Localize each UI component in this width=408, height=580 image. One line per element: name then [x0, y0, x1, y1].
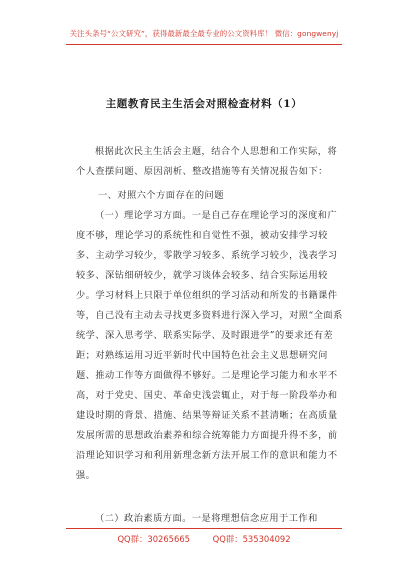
- header-note: 关注头条号“公文研究”，获得最新最全最专业的公文资料库！ 微信：gongwenyj: [69, 29, 339, 38]
- section-heading: 一、对照六个方面存在的问题: [98, 190, 224, 201]
- footer: [0, 533, 408, 545]
- qq-group-2: QQ群：535304092: [212, 534, 291, 544]
- document-title: 主题教育民主生活会对照检查材料（1）: [105, 98, 303, 110]
- intro-paragraph: 根据此次民主生活会主题，结合个人思想和工作实际，将个人查摆问题、原因剖析、整改措施等有关情况报告如下：: [76, 146, 338, 177]
- header-divider: [66, 44, 342, 45]
- theory-study-paragraph: （一）理论学习方面。一是自己存在理论学习的深度和广度不够，理论学习的系统性和自觉性不强，被动安排学习较多、主动学习较少，零散学习较多、系统学习较少，浅表学习较多、深钻细研较少，就学习谈体会较多、结合实际运用较少。学习材料上只限于单位组织的学习活动和所发的书籍课件等，自己没有主动去寻找更多资料进行深入学习，对照“全面系统学、深入思考学、联系实际学、及时跟进学”的要求还有差距；对熟练运用习近平新时代中国特色社会主义思想研究问题、推动工作等方面做得不够好。二是理论学习能力和水平不高，对于党史、国史、革命史浅尝辄止，对于每一阶段举办和建设时期的背景、措施、结果等辩证关系不甚清晰；在高质量发展所需的思想政治素养和综合统筹能力方面提升得不多，前沿理论知识学习和利用新理念新方法开展工作的意识和能力不强。: [76, 210, 343, 481]
- footer-divider: [66, 528, 342, 529]
- qq-group-1: QQ群：30265665: [117, 534, 190, 544]
- political-quality-paragraph: （二）政治素质方面。一是将理想信念应用于工作和: [95, 513, 318, 524]
